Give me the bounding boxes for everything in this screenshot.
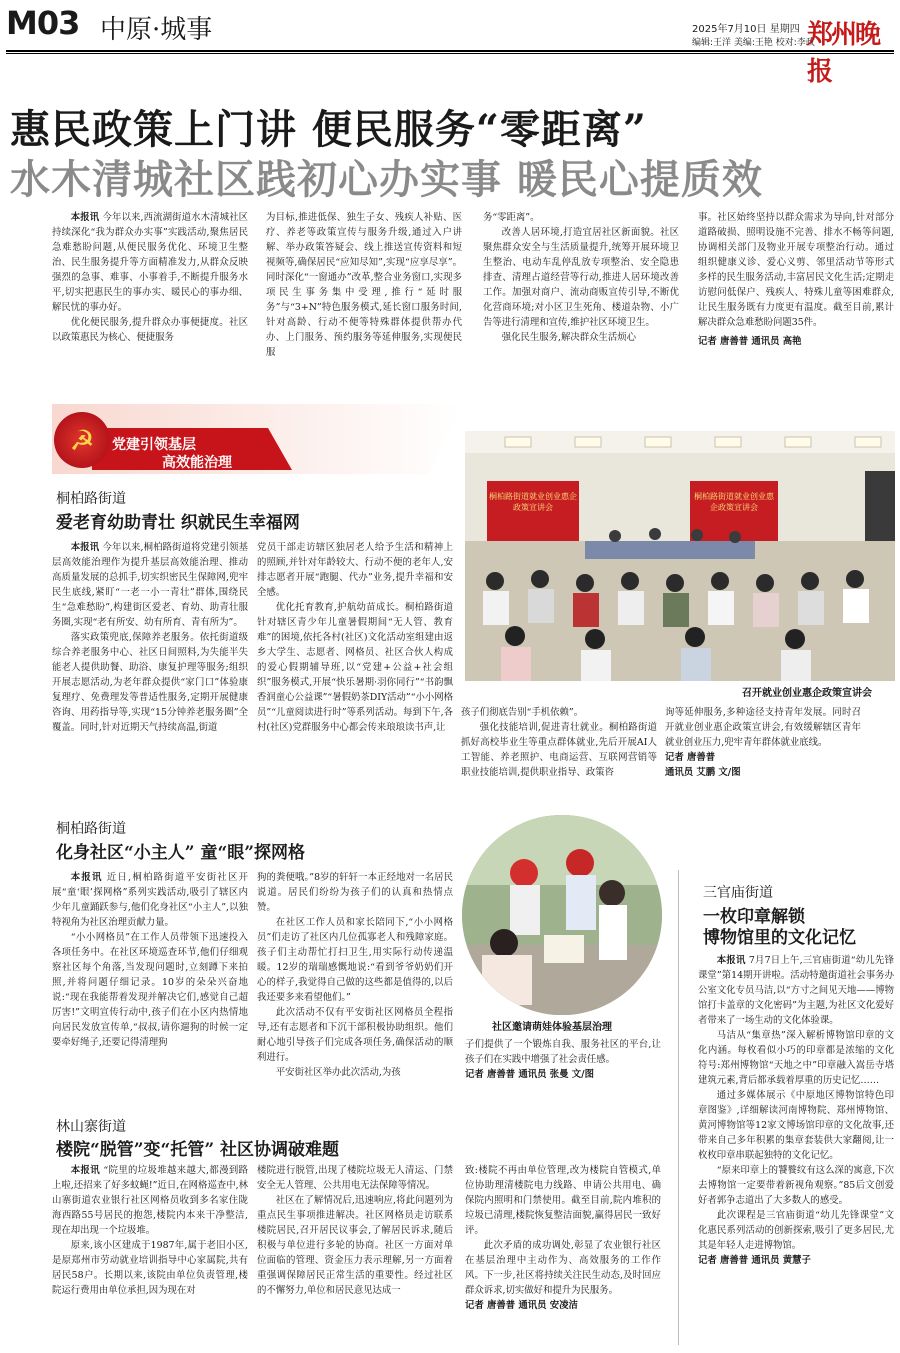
story3-title: 化身社区“小主人” 童“眼”探网格 (56, 843, 306, 863)
story2-lead: 本报讯 (70, 542, 100, 553)
story2-text-1b: 落实政策兜底,保障养老服务。依托街道级综合养老服务中心、社区日间照料,为失能半失能老人提供助餐、助浴、康复护理等服务;组织开展志愿活动,为老年群众提供“家门口”体验康复理疗、免费理发等普适性服务,定期开展健康咨询、用药指导等,实现“15分钟养老服务圈”全覆盖。同时,针对近期天气持续高温,街道 (52, 632, 248, 733)
banner-line-1: 党建引领基层 (112, 437, 196, 453)
story2-text-2: 党员干部走访辖区独居老人给予生活和精神上的照顾,并针对年龄较大、行动不便的老年人,安排志愿者开展“跑腿、代办”业务,提升幸福和安全感。 (257, 542, 453, 598)
story2-column-2 (257, 540, 453, 803)
story4-text-4: “原来印章上的饕餮纹有这么深的寓意,下次去博物馆一定要带着新视角观察。”85后文创爱好者郭争志道出了大多数人的感受。 (698, 1165, 894, 1206)
top-story-column-1 (52, 210, 248, 385)
story3-text-3: 子们提供了一个锻炼自我、服务社区的平台,让孩子们在实践中增强了社会责任感。 (465, 1039, 661, 1065)
story5-text-2: 楼院进行脱管,出现了楼院垃圾无人清运、门禁安全无人管理、公共用电无法保障等情况。 (257, 1165, 453, 1191)
story3-text-2c: 此次活动不仅有平安街社区网格员全程指导,还有志愿者和下沉干部积极协助组织。他们耐心地引导孩子们完成各项任务,确保活动的顺利进行。 (257, 1007, 453, 1063)
story2-text-3: 孩子们彻底告别“手机依赖”。 (461, 707, 584, 718)
top-story-lead: 本报讯 (70, 212, 100, 223)
story4-kicker: 三官庙街道 (703, 885, 773, 901)
banner-line-2: 高效能治理 (162, 455, 232, 471)
publication-date: 2025年7月10日 星期四 (692, 24, 800, 35)
story5-text-1: “院里的垃圾堆越来越大,都漫到路上啦,还招来了好多蚊蝇!”近日,在网格巡查中,林山寨街道农业银行社区网格员收到多名家住陇海西路55号居民的抱怨,楼院内本来干净整洁,现在却出现一个垃圾堆。 (52, 1165, 248, 1236)
story3-text-1b: “小小网格员”在工作人员带领下迅速投入各项任务中。在社区环境巡查环节,他们仔细观察社区每个角落,当发现问题时,立刻蹲下来拍照,并将问题仔细记录。10岁的朵朵兴奋地说:“现在我能帮着发现并解决它们,感觉自己超厉害!”文明宣传行动中,孩子们在小区内热情地向居民发放宣传单,“叔叔,请你遛狗的时候一定要牵好绳子,还要记得清理狗 (52, 932, 248, 1048)
top-story-text-2: 为目标,推进低保、独生子女、残疾人补贴、医疗、养老等政策宣传与服务升级,通过入户讲解、举办政策答疑会、线上推送宣传资料和短视频等,确保居民“应知尽知”,实现“应享尽享”。同时深化“一窗通办”改革,整合业务窗口,实现多项民生事务集中受理,推行“延时服务”与“3+N”特色服务模式,延长窗口服务时间,针对高龄、行动不便等特殊群体提供帮办代办、上门服务、预约服务等延伸服务,实现便民服 (266, 212, 462, 358)
photo-banner-right: 桐柏路街道就业创业惠企政策宣讲会 (694, 492, 774, 512)
story3-lead: 本报讯 (70, 872, 103, 883)
story5-text-2b: 社区在了解情况后,迅速响应,将此问题列为重点民生事项推进解决。社区网格员走访联系楼院居民,召开居民议事会,了解居民诉求,随后积极与单位进行多轮的协商。社区一方面对单位面临的管理、资金压力表示理解,另一方面着重强调保障居民正常生活的重要性。经过社区的不懈努力,单位和居民意见达成一 (257, 1195, 453, 1296)
top-story-text-3c: 强化民生服务,解决群众生活烦心 (501, 332, 637, 343)
top-story-column-3 (483, 210, 679, 385)
story4-text-3: 通过多媒体展示《中原地区博物馆特色印章图鉴》,详细解读河南博物院、郑州博物馆、黄河博物馆等12家文博场馆印章的文化故事,还带来自己多年积累的集章套装供大家翻阅,让一枚枚印章串联起独特的文化记忆。 (698, 1090, 894, 1161)
top-story-byline: 记者 唐善普 通讯员 高艳 (698, 336, 802, 347)
top-story-text-1b: 优化便民服务,提升群众办事便捷度。社区以政策惠民为核心、便捷服务 (52, 317, 248, 343)
top-story-column-2 (266, 210, 462, 385)
story3-column-3 (465, 1037, 661, 1105)
party-emblem-icon: ☭ (54, 412, 110, 468)
story5-text-1b: 原来,该小区建成于1987年,属于老旧小区,是原郑州市劳动就业培训指导中心家属院,共有居民58户。长期以来,该院由单位负责管理,楼院运行费用由单位承担,因为现在对 (52, 1240, 248, 1296)
party-building-banner (52, 404, 462, 480)
story2-column-4 (665, 705, 861, 803)
story2-column-3 (461, 705, 657, 803)
story2-text-2b: 优化托育教育,护航幼苗成长。桐柏路街道针对辖区青少年儿童暑假期间“无人管、教育难”的困境,依托各村(社区)文化活动室组建由返乡大学生、志愿者、网格员、社区合伙人构成的爱心假期辅导班,以“党建+公益+社会组织”服务模式,开展“快乐暑期·羽你同行”“书韵飘香润童心公益课”“暑假奶茶DIY活动”“小小网格员”“儿童阅读进行时”等系列活动。每到下午,各村(社区)党群服务中心都会传来琅琅读书声,让 (257, 602, 453, 733)
story5-column-1 (52, 1163, 248, 1348)
newspaper-logo: 郑州晚报 (807, 20, 880, 87)
meeting-photo-caption: 召开就业创业惠企政策宣讲会 (742, 688, 872, 699)
story5-column-3 (465, 1163, 661, 1348)
kids-photo (462, 815, 662, 1015)
story3-text-1: 近日,桐柏路街道平安街社区开展“童‘眼’探网格”系列实践活动,吸引了辖区内少年儿童踊跃参与,他们化身社区“小主人”,以独特视角为社区治理贡献力量。 (52, 872, 248, 928)
top-story-text-3: 务“零距离”。 (483, 212, 540, 223)
story2-kicker: 桐柏路街道 (56, 491, 126, 507)
story5-lead: 本报讯 (70, 1165, 101, 1176)
top-story-text-3b: 改善人居环境,打造宜居社区新面貌。社区聚焦群众安全与生活质量提升,统筹开展环境卫生整治、电动车乱停乱放专项整治、安全隐患排查、清理占道经营等行动,推进人居环境改善工作。加强对商户、流动商贩宣传引导,不断优化营商环境;对小区卫生死角、楼道杂物、小广告等进行清理和宣传,维护社区环境卫生。 (483, 227, 679, 328)
story3-text-2d: 平安街社区举办此次活动,为孩 (275, 1067, 401, 1078)
story5-text-3: 致:楼院不再由单位管理,改为楼院自管模式,单位协助理清楼院电力线路、申请公共用电、确保院内照明和门禁使用。截至目前,院内堆积的垃圾已清理,楼院恢复整洁面貌,赢得居民一致好评。 (465, 1165, 661, 1236)
story3-column-2 (257, 870, 453, 1112)
main-headline: 惠民政策上门讲 便民服务“零距离” (10, 106, 647, 153)
story5-column-2 (257, 1163, 453, 1348)
top-story-text-1: 今年以来,西流湖街道水木清城社区持续深化“我为群众办实事”实践活动,聚焦居民急难愁盼问题,从便民服务优化、环境卫生整治、民生服务提升等方面精准发力,从群众反映强烈的急事、难事、小事着手,不断提升服务水平,切实把惠民生的事办实、暖民心的事办细、解民忧的事办好。 (52, 212, 248, 313)
story4-lead: 本报讯 (716, 955, 746, 966)
header-divider-thin (6, 53, 894, 54)
sub-headline: 水木清城社区践初心办实事 暖民心提质效 (10, 156, 763, 203)
header-divider (6, 50, 894, 52)
story4-text-1: 7月7日上午,三官庙街道“幼儿先锋课堂”第14期开讲啦。活动特邀街道社会事务办公室文化专员马洁,以“方寸之间见天地——博物馆打卡盖章的文化密码”为主题,为社区文化爱好者带来了一场生动的文化体验课。 (698, 955, 894, 1026)
page-code: M03 (6, 4, 80, 42)
story3-column-1 (52, 870, 248, 1112)
story3-byline: 记者 唐善普 通讯员 张曼 文/图 (465, 1069, 594, 1080)
column-divider (678, 870, 679, 1345)
story2-byline-2: 通讯员 艾鹏 文/图 (665, 767, 741, 778)
story5-kicker: 林山寨街道 (56, 1119, 126, 1135)
story4-column (698, 953, 894, 1348)
story4-text-5: 此次课程是三官庙街道“幼儿先锋课堂”文化惠民系列活动的创新探索,吸引了更多居民,尤其是年轻人走进博物馆。 (698, 1210, 894, 1251)
story5-byline: 记者 唐善普 通讯员 安凌洁 (465, 1300, 578, 1311)
meeting-photo (465, 431, 895, 681)
story3-text-2b: 在社区工作人员和家长陪同下,“小小网格员”们走访了社区内几位孤寡老人和残障家庭。孩子们主动帮忙打扫卫生,用实际行动传递温暖。12岁的瑞瑞感慨地说:“看到爷爷奶奶们开心的样子,我觉得自己做的这些都是值得的,以后我还要多来看望他们。” (257, 917, 453, 1003)
story4-text-2: 马洁从“集章热”深入解析博物馆印章的文化内涵。每枚看似小巧的印章都是浓缩的文化符号:郑州博物馆“天地之中”印章融入嵩岳寺塔建筑元素,背后都承载着厚重的历史记忆…… (698, 1030, 894, 1086)
story2-column-1 (52, 540, 248, 803)
story2-byline-1: 记者 唐善普 (665, 752, 716, 763)
story3-kicker: 桐柏路街道 (56, 821, 126, 837)
editor-credits: 编辑:王洋 美编:王艳 校对:李政 (692, 38, 815, 48)
photo-banner-left: 桐柏路街道就业创业惠企政策宣讲会 (489, 492, 577, 512)
top-story-text-4: 事。社区始终坚持以群众需求为导向,针对部分道路破损、照明设施不完善、排水不畅等问题,协调相关部门及物业开展专项整治行动。通过组织健康义诊、爱心义剪、邻里活动节等形式多样的民生服务活动,丰富居民文化生活;定期走访慰问低保户、残疾人、特殊儿童等困难群众,让民生服务既有力度更有温度。截至目前,累计解决群众急难愁盼问题35件。 (698, 212, 894, 328)
story2-text-1: 今年以来,桐柏路街道将党建引领基层高效能治理作为提升基层高效能治理、推动高质量发展的总抓手,切实织密民生保障网,兜牢民生底线,紧盯“一老一小一青壮”群体,围绕民生“急难愁盼”,构建街区爱老、育幼、助青壮服务圈,实现“老有所安、幼有所育、青有所为”。 (52, 542, 248, 628)
story4-title-line-1: 一枚印章解锁 (703, 907, 805, 927)
kids-photo-caption: 社区邀请萌娃体验基层治理 (492, 1022, 612, 1033)
story2-text-4: 询等延伸服务,多种途径支持青年发展。同时召开就业创业惠企政策宣讲会,有效缓解辖区青年就业创业压力,兜牢青年群体就业底线。 (665, 707, 861, 748)
story2-text-3b: 强化技能培训,促进青壮就业。桐柏路街道抓好高校毕业生等重点群体就业,先后开展AI人工智能、养老照护、电商运营、互联网营销等职业技能培训,提供职业指导、政策咨 (461, 722, 657, 778)
top-story-column-4 (698, 210, 894, 385)
story4-title-line-2: 博物馆里的文化记忆 (703, 928, 856, 948)
story2-title: 爱老育幼助青壮 织就民生幸福网 (56, 513, 300, 533)
story5-text-3b: 此次矛盾的成功调处,彰显了农业银行社区在基层治理中主动作为、高效服务的工作作风。下一步,社区将持续关注民生动态,及时回应群众诉求,切实做好和提升为民服务。 (465, 1240, 661, 1296)
story5-title: 楼院“脱管”变“托管” 社区协调破难题 (56, 1140, 340, 1160)
story3-text-2: 狗的粪便哦。”8岁的轩轩一本正经地对一名居民说道。居民们纷纷为孩子们的认真和热情点赞。 (257, 872, 453, 913)
story4-byline: 记者 唐善普 通讯员 黄慧子 (698, 1255, 811, 1266)
section-name: 中原·城事 (100, 15, 213, 45)
